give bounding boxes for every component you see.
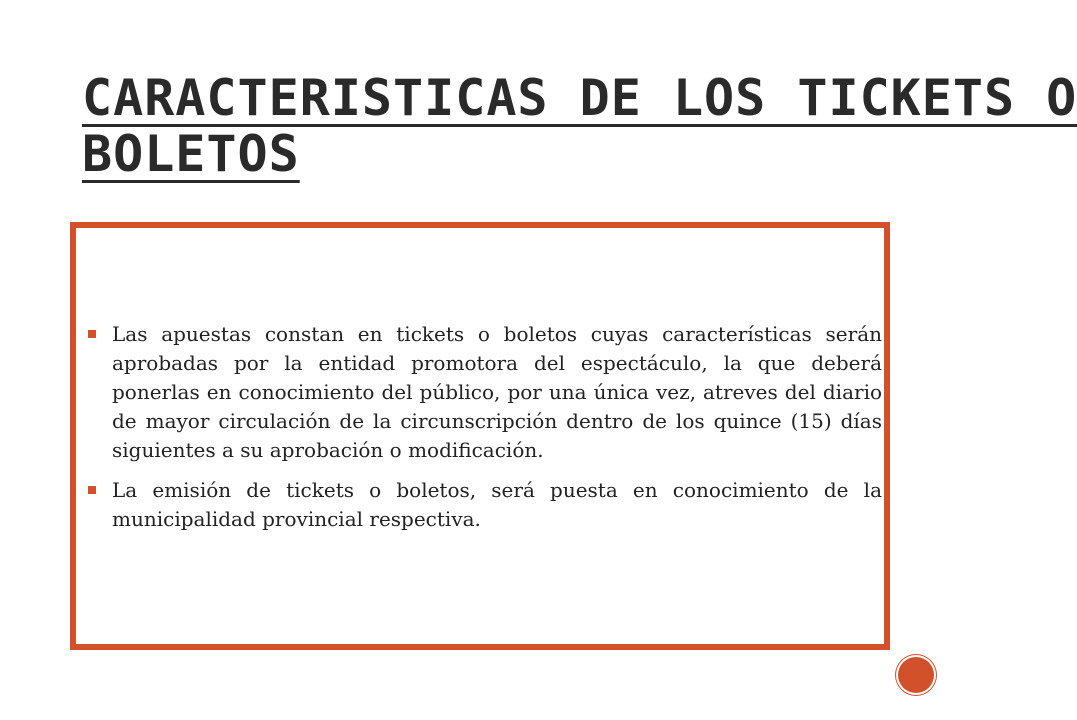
content-box [70,222,890,650]
bullet-item-1 [88,320,882,465]
bullet-item-2 [88,476,882,534]
slide-number-badge [898,657,934,693]
bullet-text-2: La emisión de tickets o boletos, será puesta en conocimiento de la municipalidad provincial respectiva. [112,478,882,531]
slide-title-line-1: CARACTERISTICAS DE LOS TICKETS O [82,69,1077,127]
bullet-text-1: Las apuestas constan en tickets o boletos cuyas características serán aprobadas por la entidad promotora del espectáculo, la que deberá ponerlas en conocimiento del público, por una única vez, atreves del diario de mayor circulación de la circunscripción dentro de los quince (15) días siguientes a su aprobación o modificación. [112,322,882,462]
bullet-list [88,320,882,534]
square-bullet-icon [88,330,96,338]
slide-title-line-2: BOLETOS [82,125,300,183]
square-bullet-icon [88,486,96,494]
